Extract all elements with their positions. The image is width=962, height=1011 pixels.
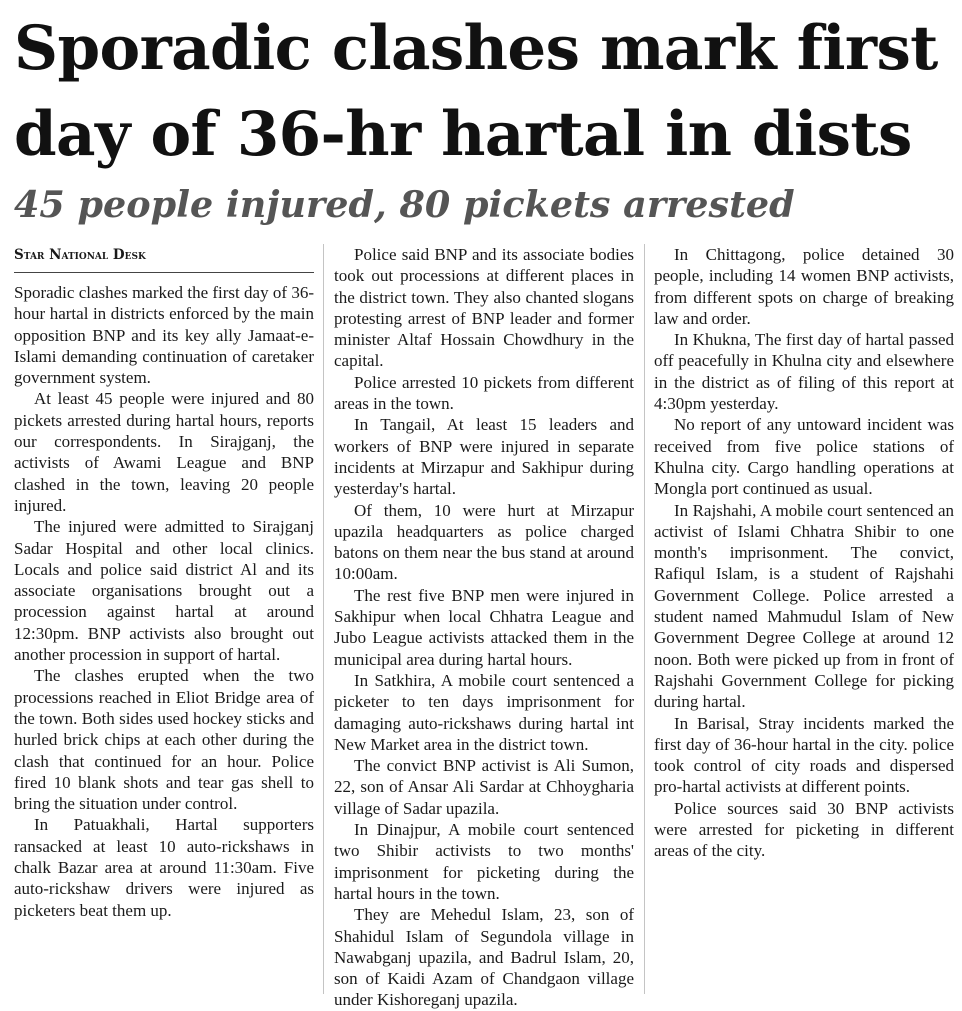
paragraph: The clashes erupted when the two processions reached in Eliot Bridge area of the town. Both sides used hockey sticks and hurled brick chips at each other during the clash that continued for an hour. Police fired 10 blank shots and tear gas shell to bring the situation under control. bbox=[14, 666, 314, 814]
paragraph: In Chittagong, police detained 30 people, including 14 women BNP activists, from different spots on charge of breaking law and order. bbox=[654, 245, 954, 328]
byline-divider bbox=[14, 272, 314, 273]
paragraph: Police sources said 30 BNP activists were arrested for picketing in different areas of the city. bbox=[654, 798, 954, 861]
paragraph: The convict BNP activist is Ali Sumon, 22, son of Ansar Ali Sardar at Chhoygharia village of Sadar upazila. bbox=[334, 756, 634, 818]
paragraph: No report of any untoward incident was received from five police stations of Khulna city. Cargo handling operations at Mongla port continued as usual. bbox=[654, 415, 954, 499]
paragraph: In Patuakhali, Hartal supporters ransacked at least 10 auto-rickshaws in chalk Bazar area at around 11:30am. Five auto-rickshaw drivers were injured as picketers beat them up. bbox=[14, 815, 314, 920]
paragraph: Police said BNP and its associate bodies took out processions at different places in the district town. They also chanted slogans protesting arrest of BNP leader and former minister Altaf Hossain Chowdhury in the capital. bbox=[334, 245, 634, 371]
paragraph: In Dinajpur, A mobile court sentenced two Shibir activists to two months' imprisonment for picketing during the hartal hours in the town. bbox=[334, 820, 634, 903]
paragraph: In Khukna, The first day of hartal passed off peacefully in Khulna city and elsewhere in the district as of filing of this report at 4:30pm yesterday. bbox=[654, 330, 954, 414]
column-1 bbox=[14, 244, 314, 994]
paragraph: In Tangail, At least 15 leaders and workers of BNP were injured in separate incidents at Mirzapur and Sakhipur during yesterday's hartal. bbox=[334, 415, 634, 499]
subheadline: 45 people injured, 80 pickets arrested bbox=[14, 183, 795, 226]
paragraph: The rest five BNP men were injured in Sakhipur when local Chhatra League and Jubo League activists attacked them in the municipal area during hartal hours. bbox=[334, 585, 634, 669]
paragraph: In Barisal, Stray incidents marked the first day of 36-hour hartal in the city. police took control of city roads and dispersed pro-hartal activists at different points. bbox=[654, 713, 954, 797]
column-divider bbox=[323, 244, 324, 994]
column-2 bbox=[334, 244, 634, 1010]
paragraph: Police arrested 10 pickets from different areas in the town. bbox=[334, 372, 634, 414]
paragraph: The injured were admitted to Sirajganj Sadar Hospital and other local clinics. Locals and police said district Al and its associate organisations brought out a procession against hartal at around 12:30pm. BNP activists also brought out another procession in support of hartal. bbox=[14, 517, 314, 665]
paragraph: At least 45 people were injured and 80 pickets arrested during hartal hours, reports our correspondents. In Sirajganj, the activists of Awami League and BNP clashed in the town, leaving 20 people injured. bbox=[14, 389, 314, 515]
column-divider bbox=[644, 244, 645, 994]
byline: Star National Desk bbox=[14, 247, 146, 263]
paragraph: Of them, 10 were hurt at Mirzapur upazila headquarters as police charged batons on them near the bus stand at around 10:00am. bbox=[334, 500, 634, 584]
article-body bbox=[14, 244, 954, 1010]
paragraph: In Satkhira, A mobile court sentenced a picketer to ten days imprisonment for damaging auto-rickshaws during hartal int New Market area in the district town. bbox=[334, 670, 634, 754]
paragraph: Sporadic clashes marked the first day of 36-hour hartal in districts enforced by the main opposition BNP and its key ally Jamaat-e-Islami demanding continuation of caretaker government system. bbox=[14, 283, 314, 388]
paragraph: In Rajshahi, A mobile court sentenced an activist of Islami Chhatra Shibir to one month's imprisonment. The convict, Rafiqul Islam, is a student of Rajshahi Government College. Police arrested a student named Mahmudul Islam of New Government Degree College at around 12 noon. Both were picked up from in front of Rajshahi Government College for picking during hartal. bbox=[654, 500, 954, 712]
paragraph: They are Mehedul Islam, 23, son of Shahidul Islam of Segundola village in Nawabganj upazila, and Badrul Islam, 20, son of Kaidi Azam of Chandgaon village under Kishoreganj upazila. bbox=[334, 905, 634, 1010]
headline: Sporadic clashes mark first day of 36-hr hartal in dists bbox=[14, 13, 938, 170]
column-3 bbox=[654, 244, 954, 994]
